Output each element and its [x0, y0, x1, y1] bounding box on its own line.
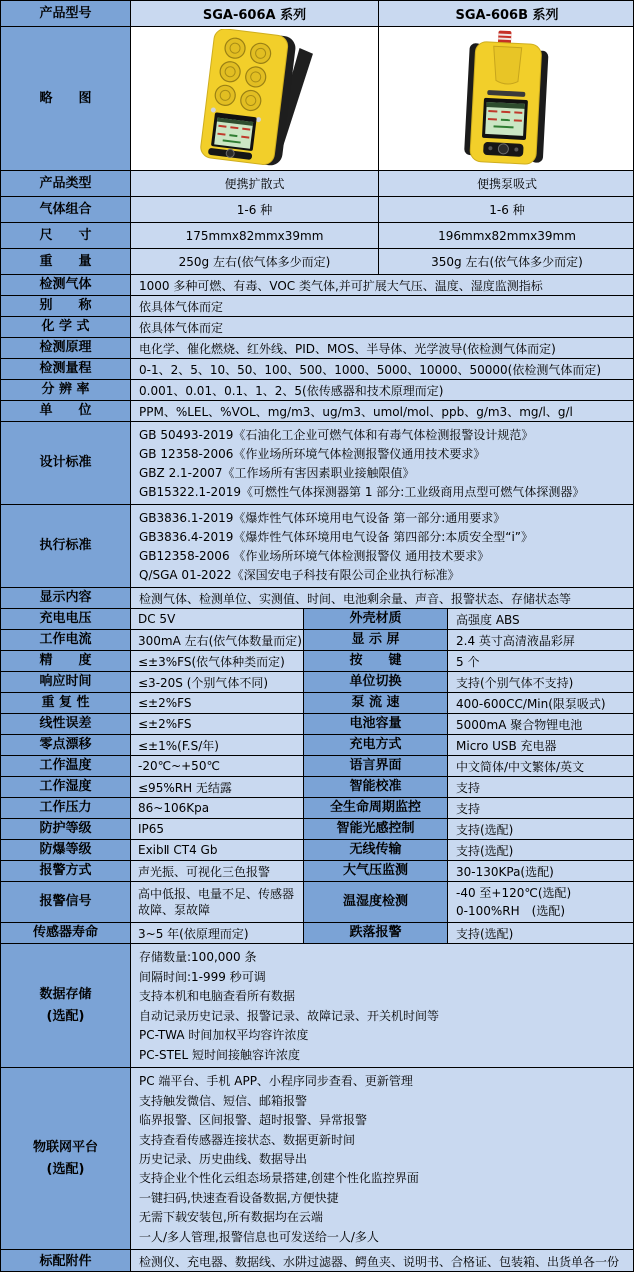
value-linearity-error: ≤±2%FS: [131, 714, 304, 734]
value-charge-method: Micro USB 充电器: [448, 735, 634, 755]
label-wireless-transmission: 无线传输: [304, 840, 448, 860]
value-product-type-b: 便携泵吸式: [379, 171, 634, 196]
label-buttons: 按 键: [304, 651, 448, 671]
iot-platform-line: 一人/多人管理,报警信息也可发送给一人/多人: [139, 1229, 379, 1244]
iot-platform-line: 支持查看传感器连接状态、数据更新时间: [139, 1132, 356, 1147]
data-storage-line: 自动记录历史记录、报警记录、故障记录、开关机时间等: [139, 1008, 440, 1023]
device-b-pump-detector-image: [407, 29, 607, 169]
row-precision: [1, 651, 633, 672]
row-linearity-error: [1, 714, 633, 735]
label-lifecycle-monitor: 全生命周期监控: [304, 798, 448, 818]
data-storage-line: PC-STEL 短时间接触容许浓度: [139, 1047, 300, 1062]
row-charge-voltage: [1, 609, 633, 630]
data-storage-line: 支持本机和电脑查看所有数据: [139, 989, 296, 1004]
header-series-b: SGA-606B 系列: [379, 1, 634, 26]
row-chemical-formula: [1, 317, 633, 338]
label-data-storage: [1, 944, 131, 1067]
value-working-current: 300mA 左右(依气体数量而定): [131, 630, 304, 650]
label-linearity-error: 线性误差: [1, 714, 131, 734]
label-gas-combination: 气体组合: [1, 197, 131, 222]
header-product-model: 产品型号: [1, 1, 131, 26]
iot-platform-line: 无需下载安装包,所有数据均在云端: [139, 1210, 323, 1225]
label-battery-capacity: 电池容量: [304, 714, 448, 734]
value-zero-drift: ≤±1%(F.S/年): [131, 735, 304, 755]
row-detection-principle: [1, 338, 633, 359]
data-storage-label-line: 数据存储: [39, 986, 92, 1002]
row-design-standard: [1, 422, 633, 505]
row-alias: [1, 296, 633, 317]
data-storage-label-line: (选配): [46, 1008, 85, 1024]
value-resolution: 0.001、0.01、0.1、1、2、5(依传感器和技术原理而定): [131, 380, 634, 400]
label-alias: 别 称: [1, 296, 131, 316]
value-language: 中文简体/中文繁体/英文: [448, 756, 634, 776]
label-repeatability: 重 复 性: [1, 693, 131, 713]
temp-humidity-line: -40 至+120℃(选配): [456, 885, 572, 900]
data-storage-line: PC-TWA 时间加权平均容许浓度: [139, 1028, 309, 1043]
value-shell-material: 高强度 ABS: [448, 609, 634, 629]
label-light-sensor-control: 智能光感控制: [304, 819, 448, 839]
value-working-humidity: ≤95%RH 无结露: [131, 777, 304, 797]
label-dimensions: 尺 寸: [1, 223, 131, 248]
value-detected-gases: 1000 多种可燃、有毒、VOC 类气体,并可扩展大气压、温度、湿度监测指标: [131, 275, 634, 295]
iot-platform-line: 临界报警、区间报警、超时报警、异常报警: [139, 1113, 368, 1128]
row-units: [1, 401, 633, 422]
value-alarm-signal: 高中低报、电量不足、传感器故障、泵故障: [131, 882, 304, 922]
row-data-storage: [1, 944, 633, 1068]
iot-platform-line: 一键扫码,快速查看设备数据,方便快捷: [139, 1190, 339, 1205]
iot-platform-label-line: 物联网平台: [32, 1139, 98, 1155]
device-a-diffusion-detector-image: [155, 29, 355, 169]
label-weight: 重 量: [1, 249, 131, 274]
row-detected-gases: [1, 275, 633, 296]
label-detection-principle: 检测原理: [1, 338, 131, 358]
row-sensor-life: [1, 923, 633, 944]
row-alarm-signal: [1, 882, 633, 923]
row-alarm-mode: [1, 861, 633, 882]
value-alias: 依具体气体而定: [131, 296, 634, 316]
value-working-pressure: 86~106Kpa: [131, 798, 304, 818]
label-iot-platform: [1, 1068, 131, 1249]
label-working-pressure: 工作压力: [1, 798, 131, 818]
label-working-current: 工作电流: [1, 630, 131, 650]
value-design-standard: [131, 422, 634, 504]
value-pump-flow: 400-600CC/Min(限泵吸式): [448, 693, 634, 713]
value-smart-calibration: 支持: [448, 777, 634, 797]
label-exec-standard: 执行标准: [1, 505, 131, 587]
label-working-humidity: 工作湿度: [1, 777, 131, 797]
value-detection-range: 0-1、2、5、10、50、100、500、1000、5000、10000、50000(依检测气体而定): [131, 359, 634, 379]
label-barometric-monitor: 大气压监测: [304, 861, 448, 881]
value-data-storage: [131, 944, 634, 1067]
exec-standard-line: GB12358-2006 《作业场所环境气体检测报警仪 通用技术要求》: [139, 549, 490, 563]
label-units: 单 位: [1, 401, 131, 421]
label-explosion-proof: 防爆等级: [1, 840, 131, 860]
row-explosion-proof: [1, 840, 633, 861]
label-zero-drift: 零点漂移: [1, 735, 131, 755]
header-series-a: SGA-606A 系列: [131, 1, 379, 26]
row-repeatability: [1, 693, 633, 714]
iot-platform-label-line: (选配): [46, 1161, 85, 1177]
row-display-content: [1, 588, 633, 609]
row-protection-rating: [1, 819, 633, 840]
value-charge-voltage: DC 5V: [131, 609, 304, 629]
label-charge-method: 充电方式: [304, 735, 448, 755]
row-working-humidity: [1, 777, 633, 798]
label-product-type: 产品类型: [1, 171, 131, 196]
label-design-standard: 设计标准: [1, 422, 131, 504]
value-protection-rating: IP65: [131, 819, 304, 839]
value-buttons: 5 个: [448, 651, 634, 671]
label-detection-range: 检测量程: [1, 359, 131, 379]
value-dimensions-b: 196mmx82mmx39mm: [379, 223, 634, 248]
design-standard-line: GBZ 2.1-2007《工作场所有害因素职业接触限值》: [139, 466, 415, 480]
label-smart-calibration: 智能校准: [304, 777, 448, 797]
value-exec-standard: [131, 505, 634, 587]
label-drop-alarm: 跌落报警: [304, 923, 448, 943]
design-standard-line: GB 50493-2019《石油化工企业可燃气体和有毒气体检测报警设计规范》: [139, 428, 534, 442]
label-shell-material: 外壳材质: [304, 609, 448, 629]
label-charge-voltage: 充电电压: [1, 609, 131, 629]
device-b-image-cell: [379, 27, 634, 170]
row-working-pressure: [1, 798, 633, 819]
label-language: 语言界面: [304, 756, 448, 776]
label-sensor-life: 传感器寿命: [1, 923, 131, 943]
label-detected-gases: 检测气体: [1, 275, 131, 295]
value-sensor-life: 3~5 年(依原理而定): [131, 923, 304, 943]
iot-platform-line: 历史记录、历史曲线、数据导出: [139, 1151, 308, 1166]
value-display-content: 检测气体、检测单位、实测值、时间、电池剩余量、声音、报警状态、存储状态等: [131, 588, 634, 608]
row-exec-standard: [1, 505, 633, 588]
value-drop-alarm: 支持(选配): [448, 923, 634, 943]
value-precision: ≤±3%FS(依气体种类而定): [131, 651, 304, 671]
iot-platform-line: 支持企业个性化云组态场景搭建,创建个性化监控界面: [139, 1171, 419, 1186]
row-dimensions: [1, 223, 633, 249]
exec-standard-line: GB3836.1-2019《爆炸性气体环境用电气设备 第一部分:通用要求》: [139, 511, 506, 525]
label-temp-humidity-detect: 温湿度检测: [304, 882, 448, 922]
label-resolution: 分 辨 率: [1, 380, 131, 400]
label-protection-rating: 防护等级: [1, 819, 131, 839]
sketch-label: 略 图: [1, 27, 131, 170]
value-response-time: ≤3-20S (个别气体不同): [131, 672, 304, 692]
iot-platform-line: 支持触发微信、短信、邮箱报警: [139, 1093, 308, 1108]
value-iot-platform: [131, 1068, 634, 1249]
row-detection-range: [1, 359, 633, 380]
value-repeatability: ≤±2%FS: [131, 693, 304, 713]
label-chemical-formula: 化 学 式: [1, 317, 131, 337]
exec-standard-line: Q/SGA 01-2022《深国安电子科技有限公司企业执行标准》: [139, 568, 460, 582]
value-battery-capacity: 5000mA 聚合物锂电池: [448, 714, 634, 734]
device-a-image-cell: [131, 27, 379, 170]
value-barometric-monitor: 30-130KPa(选配): [448, 861, 634, 881]
value-product-type-a: 便携扩散式: [131, 171, 379, 196]
value-dimensions-a: 175mmx82mmx39mm: [131, 223, 379, 248]
value-detection-principle: 电化学、催化燃烧、红外线、PID、MOS、半导体、光学波导(依检测气体而定): [131, 338, 634, 358]
row-working-temperature: [1, 756, 633, 777]
label-unit-switch: 单位切换: [304, 672, 448, 692]
iot-platform-line: PC 端平台、手机 APP、小程序同步查看、更新管理: [139, 1074, 413, 1089]
row-iot-platform: [1, 1068, 633, 1250]
value-accessories: 检测仪、充电器、数据线、水阱过滤器、鳄鱼夹、说明书、合格证、包装箱、出货单各一份: [131, 1250, 634, 1272]
value-gas-combination-b: 1-6 种: [379, 197, 634, 222]
value-alarm-mode: 声光振、可视化三色报警: [131, 861, 304, 881]
temp-humidity-line: 0-100%RH (选配): [456, 903, 565, 918]
row-product-type: [1, 171, 633, 197]
value-light-sensor-control: 支持(选配): [448, 819, 634, 839]
design-standard-line: GB15322.1-2019《可燃性气体探测器第 1 部分:工业级商用点型可燃气体探测器》: [139, 485, 585, 499]
value-units: PPM、%LEL、%VOL、mg/m3、ug/m3、umol/mol、ppb、g/m3、mg/l、g/l: [131, 401, 634, 421]
row-gas-combination: [1, 197, 633, 223]
label-display-content: 显示内容: [1, 588, 131, 608]
value-gas-combination-a: 1-6 种: [131, 197, 379, 222]
value-display-screen: 2.4 英寸高清液晶彩屏: [448, 630, 634, 650]
sketch-row: [1, 27, 633, 171]
row-zero-drift: [1, 735, 633, 756]
value-unit-switch: 支持(个别气体不支持): [448, 672, 634, 692]
row-resolution: [1, 380, 633, 401]
design-standard-line: GB 12358-2006《作业场所环境气体检测报警仪通用技术要求》: [139, 447, 486, 461]
label-response-time: 响应时间: [1, 672, 131, 692]
row-weight: [1, 249, 633, 275]
label-display-screen: 显 示 屏: [304, 630, 448, 650]
value-explosion-proof: ExibⅡ CT4 Gb: [131, 840, 304, 860]
row-working-current: [1, 630, 633, 651]
header-row: [1, 1, 633, 27]
value-lifecycle-monitor: 支持: [448, 798, 634, 818]
exec-standard-line: GB3836.4-2019《爆炸性气体环境用电气设备 第四部分:本质安全型“i”》: [139, 530, 534, 544]
label-accessories: 标配附件: [1, 1250, 131, 1272]
label-alarm-signal: 报警信号: [1, 882, 131, 922]
value-wireless-transmission: 支持(选配): [448, 840, 634, 860]
row-response-time: [1, 672, 633, 693]
value-working-temperature: -20℃~+50℃: [131, 756, 304, 776]
label-working-temperature: 工作温度: [1, 756, 131, 776]
value-chemical-formula: 依具体气体而定: [131, 317, 634, 337]
value-temp-humidity-detect: [448, 882, 634, 922]
row-accessories: [1, 1250, 633, 1272]
label-precision: 精 度: [1, 651, 131, 671]
label-pump-flow: 泵 流 速: [304, 693, 448, 713]
value-weight-a: 250g 左右(依气体多少而定): [131, 249, 379, 274]
data-storage-line: 存储数量:100,000 条: [139, 950, 257, 965]
label-alarm-mode: 报警方式: [1, 861, 131, 881]
data-storage-line: 间隔时间:1-999 秒可调: [139, 969, 266, 984]
value-weight-b: 350g 左右(依气体多少而定): [379, 249, 634, 274]
